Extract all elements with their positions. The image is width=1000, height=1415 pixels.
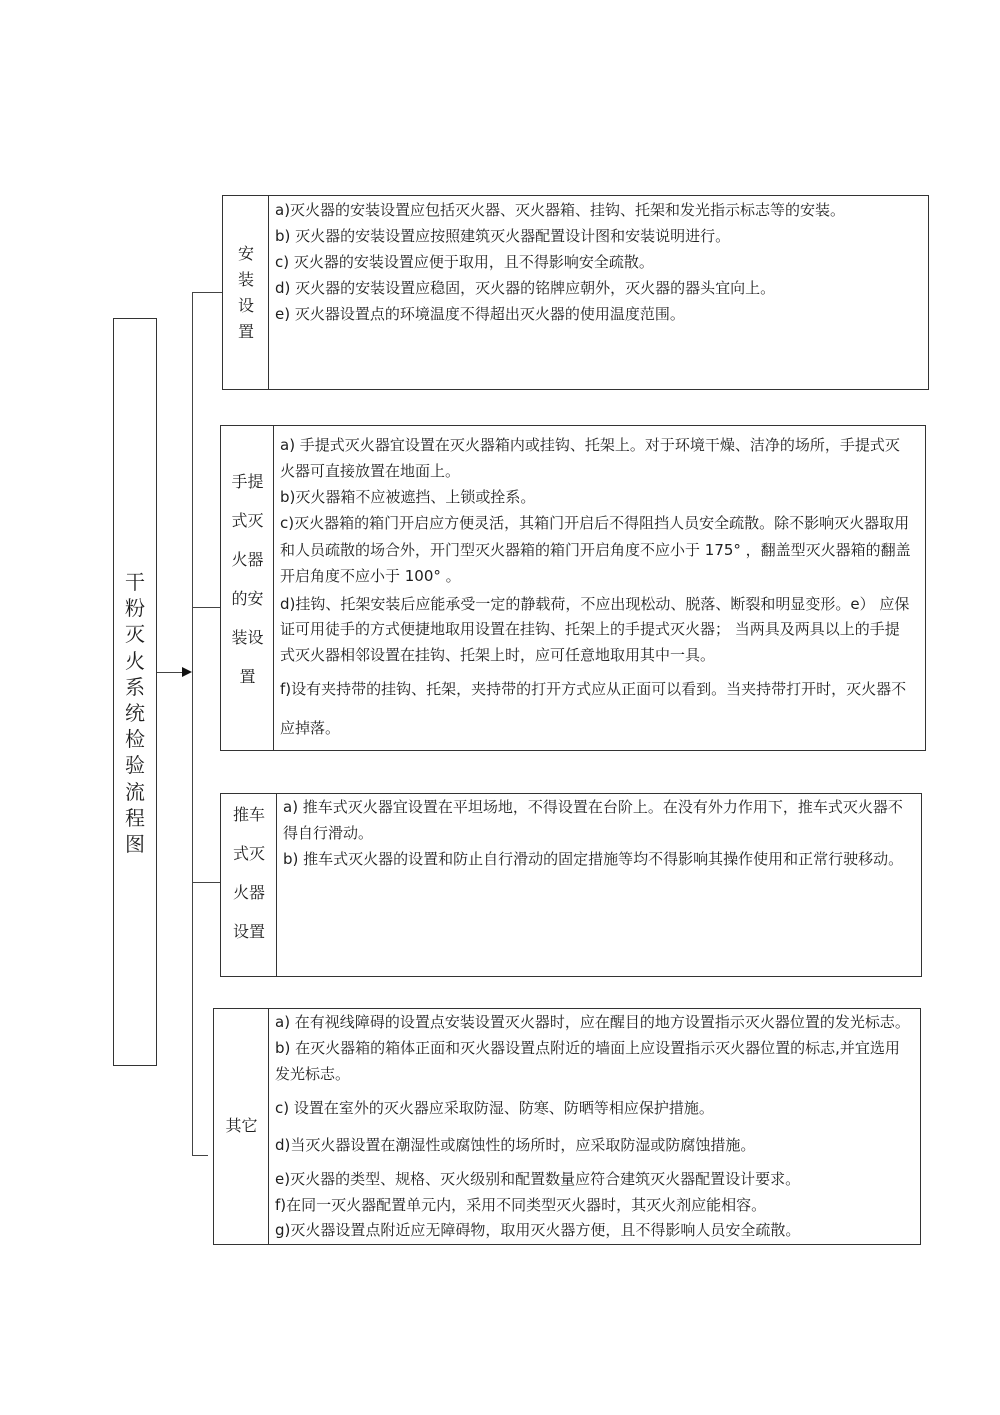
requirement-line: f)设有夹持带的挂钩、托架，夹持带的打开方式应从正面可以看到。当夹持带打开时，灭火器不 — [280, 680, 907, 698]
section-label: 其它 — [225, 1116, 258, 1135]
requirement-line: a) 推车式灭火器宜设置在平坦场地，不得设置在台阶上。在没有外力作用下，推车式灭火器不 — [283, 798, 903, 816]
requirement-line: 证可用徒手的方式便捷地取用设置在挂钩、托架上的手提式灭火器； 当两具及两具以上的手提 — [280, 620, 900, 638]
requirement-line: b) 在灭火器箱的箱体正面和灭火器设置点附近的墙面上应设置指示灭火器位置的标志,并宜选用 — [275, 1039, 900, 1057]
requirement-line: 式灭火器相邻设置在挂钩、托架上时，应可任意地取用其中一具。 — [280, 646, 716, 664]
arrow-connector — [157, 672, 183, 673]
requirement-line: c) 灭火器的安装设置应便于取用，且不得影响安全疏散。 — [275, 253, 654, 271]
requirement-line: 火器可直接放置在地面上。 — [280, 462, 461, 480]
flowchart-title: 干粉灭火系统检验流程图 — [125, 570, 145, 857]
section-label: 手提式灭火器的安装设置 — [231, 472, 264, 686]
section-install-setup — [222, 195, 929, 390]
flowchart-title-box — [113, 318, 157, 1066]
section-portable-setup — [220, 425, 926, 751]
requirement-line: a) 在有视线障碍的设置点安装设置灭火器时，应在醒目的地方设置指示灭火器位置的发光标志。 — [275, 1013, 910, 1031]
requirement-line: b)灭火器箱不应被遮挡、上锁或拴系。 — [280, 488, 536, 506]
requirement-line: 和人员疏散的场合外，开门型灭火器箱的箱门开启角度不应小于 175° ，翻盖型灭火器箱的翻盖 — [280, 541, 911, 559]
requirement-line: a)灭火器的安装设置应包括灭火器、灭火器箱、挂钩、托架和发光指示标志等的安装。 — [275, 201, 846, 219]
requirement-line: 得自行滑动。 — [283, 824, 374, 842]
requirement-line: b) 灭火器的安装设置应按照建筑灭火器配置设计图和安装说明进行。 — [275, 227, 731, 245]
branch-line-portable — [192, 607, 220, 608]
requirement-line: d)当灭火器设置在潮湿性或腐蚀性的场所时，应采取防湿或防腐蚀措施。 — [275, 1136, 756, 1154]
section-other — [213, 1008, 921, 1245]
requirement-line: c)灭火器箱的箱门开启应方便灵活，其箱门开启后不得阻挡人员安全疏散。除不影响灭火器取用 — [280, 514, 910, 532]
branch-line-wheeled — [192, 882, 220, 883]
requirement-line: 应掉落。 — [280, 719, 341, 737]
requirement-line: e)灭火器的类型、规格、灭火级别和配置数量应符合建筑灭火器配置设计要求。 — [275, 1170, 801, 1188]
branch-line-other — [192, 1155, 208, 1156]
section-wheeled-setup — [220, 793, 922, 977]
requirement-line: e) 灭火器设置点的环境温度不得超出灭火器的使用温度范围。 — [275, 305, 685, 323]
requirement-line: 开启角度不应小于 100° 。 — [280, 567, 461, 585]
section-label: 推车式灭火器设置 — [232, 805, 265, 941]
requirement-line: d)挂钩、托架安装后应能承受一定的静载荷，不应出现松动、脱落、断裂和明显变形。e） 应保 — [280, 595, 910, 613]
requirement-line: f)在同一灭火器配置单元内，采用不同类型灭火器时，其灭火剂应能相容。 — [275, 1196, 767, 1214]
requirement-line: d) 灭火器的安装设置应稳固，灭火器的铭牌应朝外，灭火器的器头宜向上。 — [275, 279, 776, 297]
branch-line-install — [192, 292, 222, 293]
requirement-line: 发光标志。 — [275, 1065, 351, 1083]
requirement-line: g)灭火器设置点附近应无障碍物，取用灭火器方便，且不得影响人员安全疏散。 — [275, 1221, 801, 1239]
requirement-line: c) 设置在室外的灭火器应采取防湿、防寒、防晒等相应保护措施。 — [275, 1099, 714, 1117]
requirement-line: b) 推车式灭火器的设置和防止自行滑动的固定措施等均不得影响其操作使用和正常行驶移动。 — [283, 850, 904, 868]
requirement-line: a) 手提式灭火器宜设置在灭火器箱内或挂钩、托架上。对于环境干燥、洁净的场所，手提式灭 — [280, 436, 900, 454]
section-label: 安装设置 — [237, 244, 254, 341]
branch-trunk-line — [192, 292, 193, 1156]
arrow-right-icon — [182, 667, 192, 677]
